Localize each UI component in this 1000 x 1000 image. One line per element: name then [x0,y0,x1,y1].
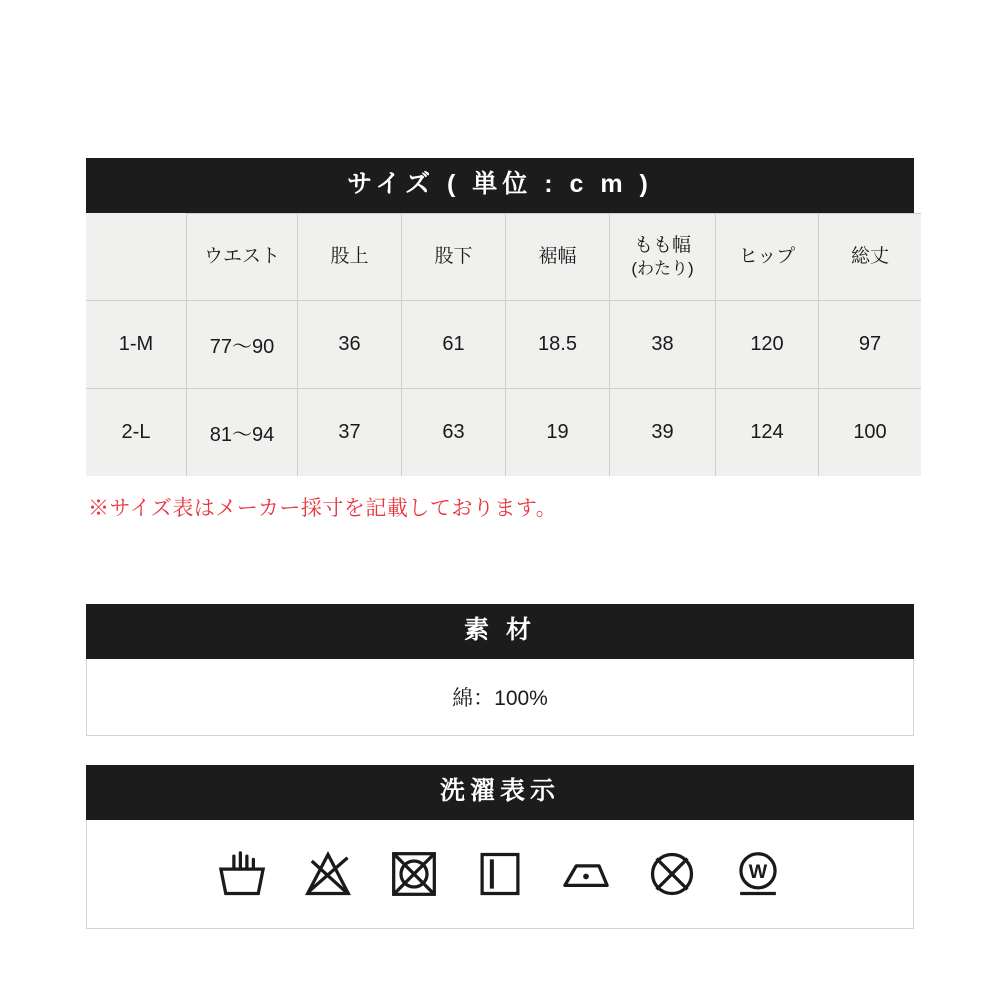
size-table-corner [86,213,187,300]
svg-text:W: W [748,860,768,883]
cell-1m-hip: 120 [716,300,819,388]
material-value: 綿：100% [452,686,548,710]
cell-1m-hem-width: 18.5 [506,300,610,388]
cell-2l-waist: 81〜94 [187,388,298,476]
cell-2l-hip: 124 [716,388,819,476]
material-value-row [86,659,914,736]
col-hem-width: 裾幅 [506,213,610,300]
cell-1m-rise: 36 [298,300,402,388]
size-measurement-note: ※サイズ表はメーカー採寸を記載しております。 [88,497,558,520]
no-tumble-dry-icon [388,848,440,900]
col-thigh-width-line1: もも幅 [633,235,691,256]
col-hip: ヒップ [716,213,819,300]
col-waist: ウエスト [187,213,298,300]
col-inseam: 股下 [402,213,506,300]
size-table [86,213,921,476]
wash-care-section-title: 洗濯表示 [86,765,914,820]
wash-care-icon-row [86,820,914,929]
drip-dry-hanging-icon [474,848,526,900]
cell-1m-waist: 77〜90 [187,300,298,388]
table-header-row [86,213,921,300]
col-rise: 股上 [298,213,402,300]
size-section-title: サイズ ( 単位 : c m ) [86,158,914,213]
table-row [86,300,921,388]
size-table-body [86,300,921,476]
hand-wash-icon [216,848,268,900]
wet-clean-icon [732,848,784,900]
col-total-length: 総丈 [819,213,922,300]
material-section-title: 素 材 [86,604,914,659]
cell-2l-rise: 37 [298,388,402,476]
cell-1m-thigh-width: 38 [610,300,716,388]
cell-1m-total-length: 97 [819,300,922,388]
wash-care-section [86,765,914,929]
col-thigh-width [610,213,716,300]
cell-2l-inseam: 63 [402,388,506,476]
table-row [86,388,921,476]
size-section [86,158,914,476]
row-label-1m: 1-M [86,300,187,388]
no-dry-clean-icon [646,848,698,900]
material-section [86,604,914,736]
col-thigh-width-line2: (わたり) [631,258,694,278]
cell-1m-inseam: 61 [402,300,506,388]
no-bleach-icon [302,848,354,900]
cell-2l-total-length: 100 [819,388,922,476]
cell-2l-thigh-width: 39 [610,388,716,476]
row-label-2l: 2-L [86,388,187,476]
cell-2l-hem-width: 19 [506,388,610,476]
size-table-head [86,213,921,300]
iron-low-icon [560,848,612,900]
